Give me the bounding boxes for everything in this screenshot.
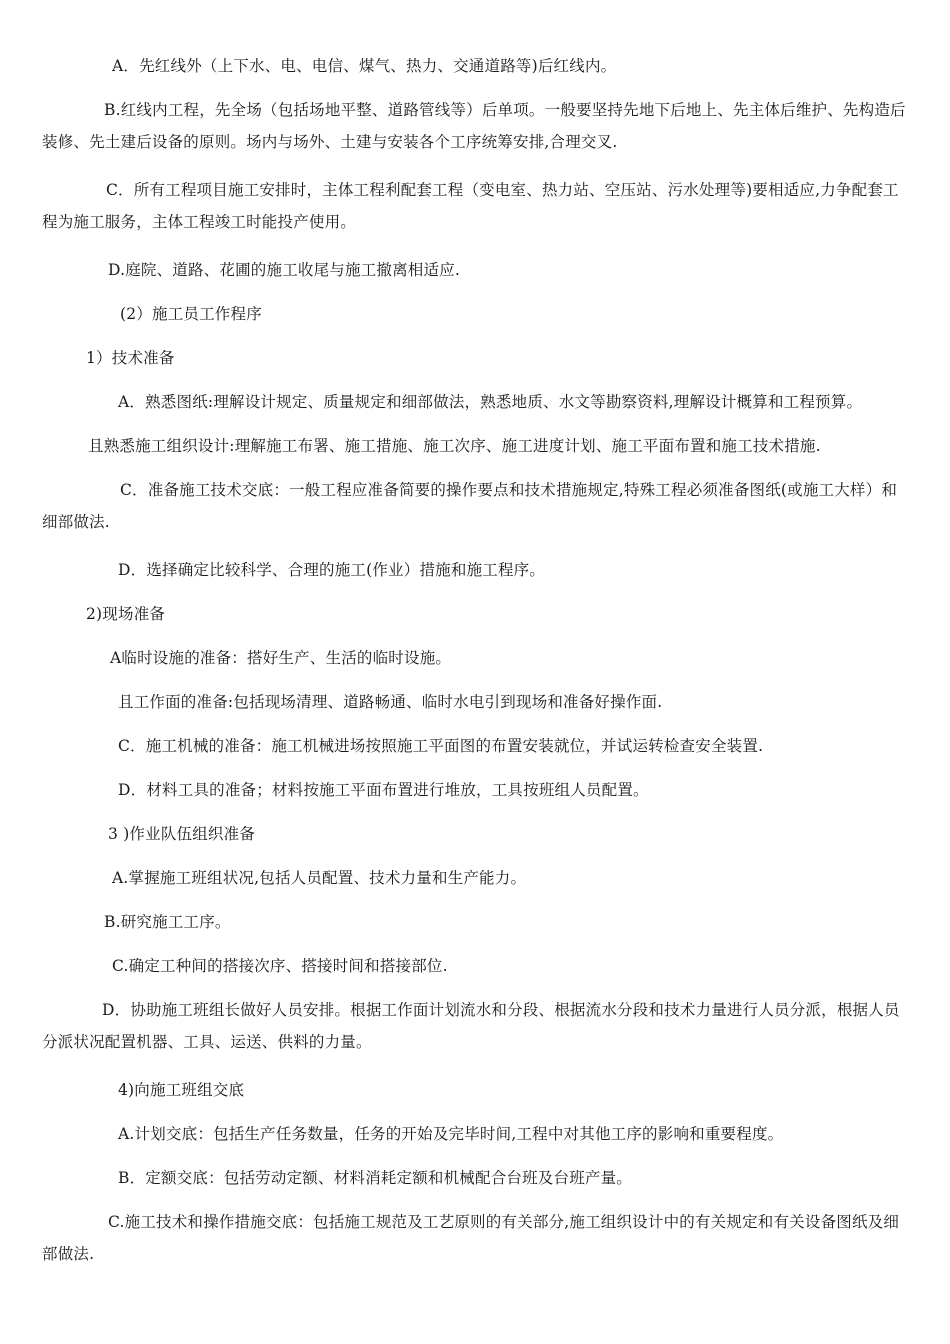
paragraph-c-technical-operation-disclosure: C.施工技术和操作措施交底：包括施工规范及工艺原则的有关部分,施工组织设计中的有关规定和有关设备图纸及细部做法. xyxy=(42,1213,900,1263)
paragraph-b-work-surface: 且工作面的准备:包括现场清理、道路畅通、临时水电引到现场和准备好操作面. xyxy=(118,693,663,711)
paragraph-c-technical-disclosure: C．准备施工技术交底：一般工程应准备简要的操作要点和技术措施规定,特殊工程必须准备图纸(或施工大样）和细部做法. xyxy=(42,481,898,531)
paragraph-b-red-line-inside: B.红线内工程，先全场（包括场地平整、道路管线等）后单项。一般要坚持先地下后地上、先主体后维护、先构造后装修、先土建后设备的原则。场内与场外、土建与安装各个工序统筹安排,合理交叉. xyxy=(42,101,906,151)
paragraph-c-supporting-works: C．所有工程项目施工安排时，主体工程利配套工程（变电室、热力站、空压站、污水处理等)要相适应,力争配套工程为施工服务，主体工程竣工时能投产使用。 xyxy=(42,181,899,231)
paragraph-c-overlap-sequence: C.确定工种间的搭接次序、搭接时间和搭接部位. xyxy=(112,957,448,975)
paragraph-b-construction-organization: 且熟悉施工组织设计:理解施工布署、施工措施、施工次序、施工进度计划、施工平面布置和施工技术措施. xyxy=(88,437,821,455)
heading-site-preparation: 2)现场准备 xyxy=(86,605,166,623)
paragraph-d-select-methods: D．选择确定比较科学、合理的施工(作业）措施和施工程序。 xyxy=(118,561,546,579)
paragraph-a-plan-disclosure: A.计划交底：包括生产任务数量，任务的开始及完毕时间,工程中对其他工序的影响和重要程度。 xyxy=(118,1125,784,1143)
paragraph-b-quota-disclosure: B．定额交底：包括劳动定额、材料消耗定额和机械配合台班及台班产量。 xyxy=(118,1169,632,1187)
paragraph-d-staff-arrangement: D．协助施工班组长做好人员安排。根据工作面计划流水和分段、根据流水分段和技术力量进行人员分派，根据人员分派状况配置机器、工具、运送、供料的力量。 xyxy=(42,1001,900,1051)
heading-team-disclosure: 4)向施工班组交底 xyxy=(118,1081,245,1099)
heading-construction-worker-procedure: (2）施工员工作程序 xyxy=(120,305,262,323)
heading-team-organization: 3 )作业队伍组织准备 xyxy=(108,825,256,843)
paragraph-c-machinery: C．施工机械的准备：施工机械进场按照施工平面图的布置安装就位，并试运转检查安全装置. xyxy=(118,737,764,755)
paragraph-a-temporary-facilities: A临时设施的准备：搭好生产、生活的临时设施。 xyxy=(110,649,452,667)
paragraph-a-drawings: A．熟悉图纸:理解设计规定、质量规定和细部做法，熟悉地质、水文等勘察资料,理解设计概算和工程预算。 xyxy=(118,393,863,411)
paragraph-a-team-status: A.掌握施工班组状况,包括人员配置、技术力量和生产能力。 xyxy=(112,869,527,887)
heading-technical-preparation: 1）技术准备 xyxy=(86,349,175,367)
paragraph-a-red-line-outside: A．先红线外（上下水、电、电信、煤气、热力、交通道路等)后红线内。 xyxy=(112,57,617,75)
paragraph-d-courtyard: D.庭院、道路、花圃的施工收尾与施工撤离相适应. xyxy=(108,261,461,279)
paragraph-b-study-procedures: B.研究施工工序。 xyxy=(104,913,231,931)
paragraph-d-materials-tools: D．材料工具的准备；材料按施工平面布置进行堆放，工具按班组人员配置。 xyxy=(118,781,649,799)
